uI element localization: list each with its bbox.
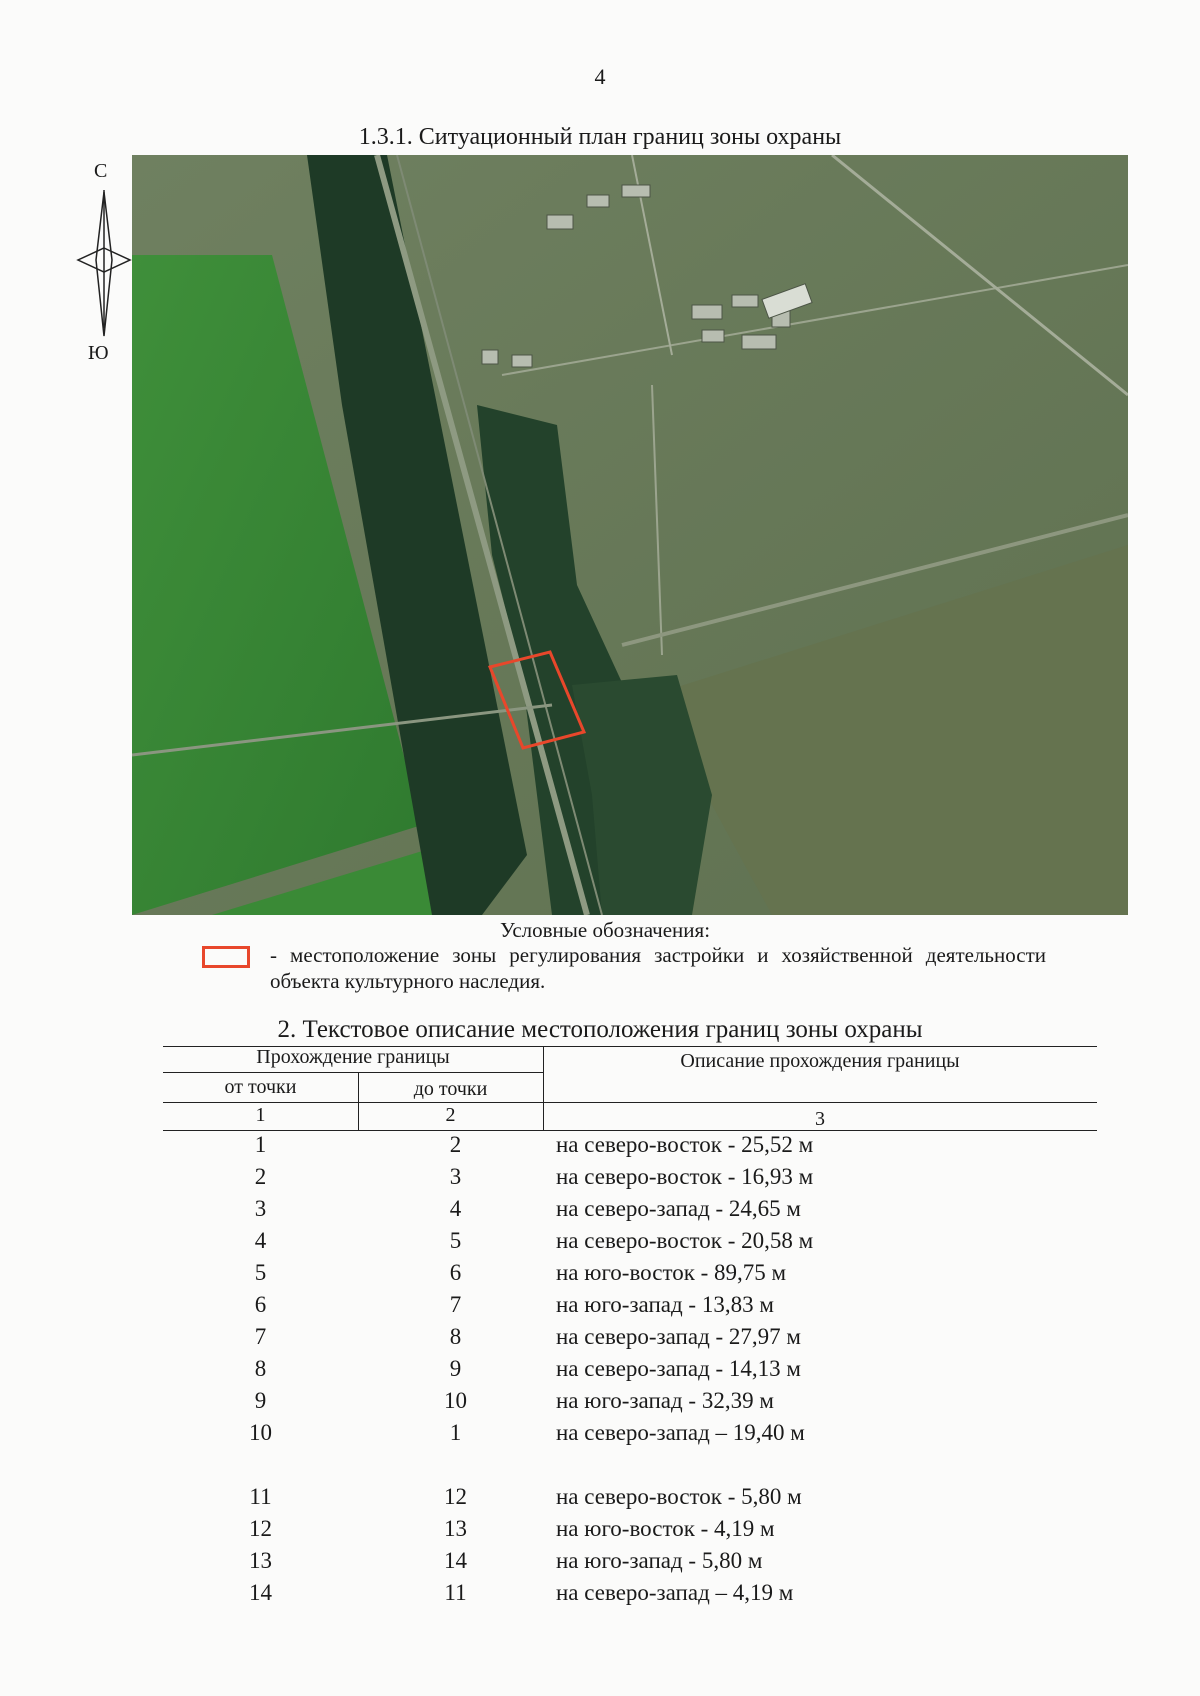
table-row	[163, 1516, 1097, 1548]
header-to: до точки	[413, 1078, 488, 1100]
table-row	[163, 1324, 1097, 1356]
cell-to: 12	[444, 1484, 467, 1509]
cell-desc: на северо-восток - 25,52 м	[556, 1132, 814, 1157]
cell-to: 1	[449, 1420, 462, 1445]
col-num-2: 2	[445, 1104, 456, 1126]
table-row	[163, 1484, 1097, 1516]
cell-to: 9	[449, 1356, 462, 1381]
cell-desc: на северо-запад - 14,13 м	[556, 1356, 801, 1381]
cell-to: 5	[449, 1228, 462, 1253]
cell-from: 7	[254, 1324, 267, 1349]
cell-from: 3	[254, 1196, 267, 1221]
cell-from: 8	[254, 1356, 267, 1381]
compass-south-label: Ю	[88, 342, 109, 364]
cell-from: 5	[254, 1260, 267, 1285]
table-row	[163, 1260, 1097, 1292]
cell-desc: на северо-восток - 5,80 м	[556, 1484, 802, 1509]
compass-icon	[76, 160, 132, 360]
table-row	[163, 1196, 1097, 1228]
legend-title: Условные обозначения:	[500, 918, 711, 942]
cell-desc: на северо-запад – 19,40 м	[556, 1420, 805, 1445]
cell-to: 4	[449, 1196, 462, 1221]
cell-to: 8	[449, 1324, 462, 1349]
table-row	[163, 1580, 1097, 1612]
col-num-1: 1	[255, 1104, 266, 1126]
header-desc: Описание прохождения границы	[680, 1050, 960, 1072]
map-title: 1.3.1. Ситуационный план границ зоны охраны	[358, 124, 842, 150]
table-row	[163, 1420, 1097, 1452]
table-row	[163, 1388, 1097, 1420]
table-row	[163, 1228, 1097, 1260]
cell-from: 14	[249, 1580, 272, 1605]
cell-desc: на северо-запад - 24,65 м	[556, 1196, 801, 1221]
table-row	[163, 1548, 1097, 1580]
cell-from: 13	[249, 1548, 272, 1573]
section-title: 2. Текстовое описание местоположения границ зоны охраны	[277, 1016, 923, 1043]
table-rule	[163, 1102, 1097, 1103]
cell-from: 9	[254, 1388, 267, 1413]
cell-from: 1	[254, 1132, 267, 1157]
table-row	[163, 1292, 1097, 1324]
table-row	[163, 1132, 1097, 1164]
cell-to: 14	[444, 1548, 467, 1573]
cell-to: 2	[449, 1132, 462, 1157]
page-number: 4	[594, 64, 606, 89]
cell-desc: на юго-восток - 4,19 м	[556, 1516, 775, 1541]
cell-desc: на юго-запад - 5,80 м	[556, 1548, 763, 1573]
cell-desc: на северо-запад – 4,19 м	[556, 1580, 794, 1605]
cell-from: 4	[254, 1228, 267, 1253]
cell-from: 6	[254, 1292, 267, 1317]
cell-from: 10	[249, 1420, 272, 1445]
cell-desc: на юго-запад - 13,83 м	[556, 1292, 774, 1317]
header-group: Прохождение границы	[256, 1046, 450, 1068]
legend-zone-text: - местоположение зоны регулирования застройки и хозяйственной деятельности объекта культурного наследия.	[270, 943, 1046, 993]
table-row	[163, 1356, 1097, 1388]
cell-desc: на юго-восток - 89,75 м	[556, 1260, 787, 1285]
compass-north-label: С	[94, 160, 108, 182]
cell-to: 11	[444, 1580, 467, 1605]
cell-from: 11	[249, 1484, 272, 1509]
cell-desc: на юго-запад - 32,39 м	[556, 1388, 774, 1413]
cell-desc: на северо-запад - 27,97 м	[556, 1324, 801, 1349]
col-num-3: 3	[815, 1108, 825, 1130]
cell-to: 13	[444, 1516, 467, 1541]
situation-map	[132, 155, 1128, 915]
cell-to: 7	[449, 1292, 462, 1317]
cell-to: 6	[449, 1260, 462, 1285]
cell-to: 10	[444, 1388, 467, 1413]
cell-from: 12	[249, 1516, 272, 1541]
table-rule	[163, 1072, 543, 1073]
cell-desc: на северо-восток - 20,58 м	[556, 1228, 814, 1253]
cell-desc: на северо-восток - 16,93 м	[556, 1164, 814, 1189]
header-from: от точки	[224, 1076, 297, 1098]
cell-from: 2	[254, 1164, 267, 1189]
table-row	[163, 1164, 1097, 1196]
legend-zone-swatch	[202, 946, 250, 968]
cell-to: 3	[449, 1164, 462, 1189]
